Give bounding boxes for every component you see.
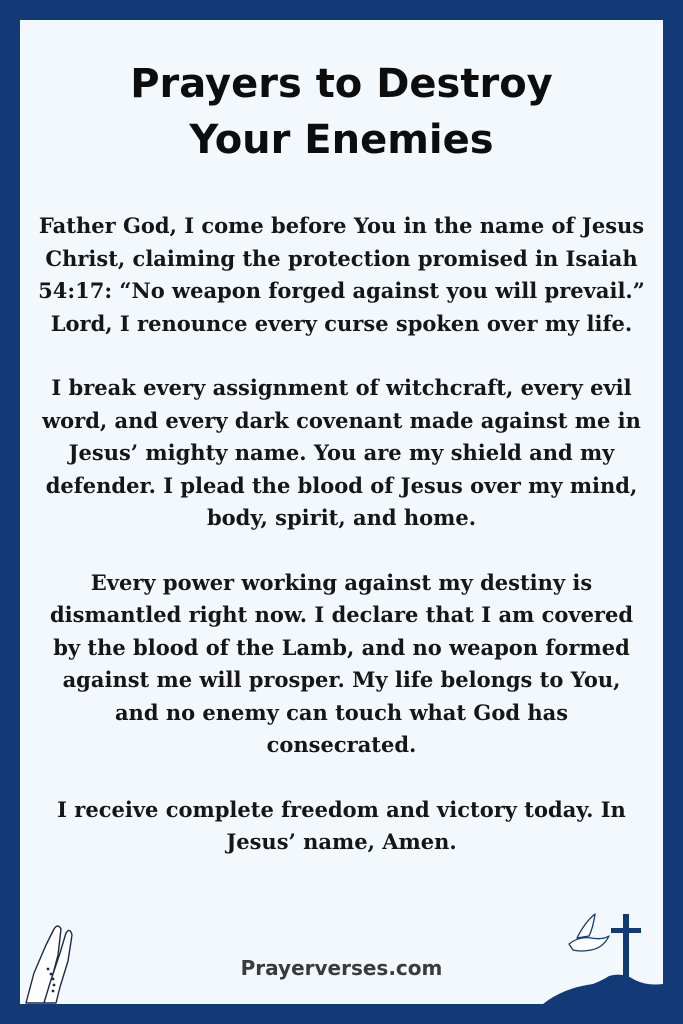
site-footer[interactable]: Prayerverses.com (240, 956, 443, 980)
page-title (20, 56, 663, 168)
title-line-1: Prayers to Destroy (130, 61, 553, 107)
dove-icon (569, 914, 609, 951)
prayer-paragraph-2: I break every assignment of witchcraft, every evil word, and every dark covenant made against me in Jesus’ mighty name. You are my shield and my defender. I plead the blood of Jesus over my mind, body, spirit, and home. (42, 375, 641, 530)
title-line-2: Your Enemies (189, 117, 494, 163)
prayer-body (38, 210, 645, 891)
prayer-card (20, 20, 663, 1004)
prayer-paragraph-4: I receive complete freedom and victory today. In Jesus’ name, Amen. (57, 796, 626, 854)
prayer-paragraph-3: Every power working against my destiny is dismantled right now. I declare that I am covered by the blood of the Lamb, and no weapon formed against me will prosper. My life belongs to You, and no enemy can touch what God has consecrated. (49, 569, 634, 757)
prayer-paragraph-1: Father God, I come before You in the name of Jesus Christ, claiming the protection promised in Isaiah 54:17: “No weapon forged against you will prevail.” Lord, I renounce every curse spoken over my life. (38, 213, 645, 336)
dove-and-cross-icon (543, 900, 663, 1004)
